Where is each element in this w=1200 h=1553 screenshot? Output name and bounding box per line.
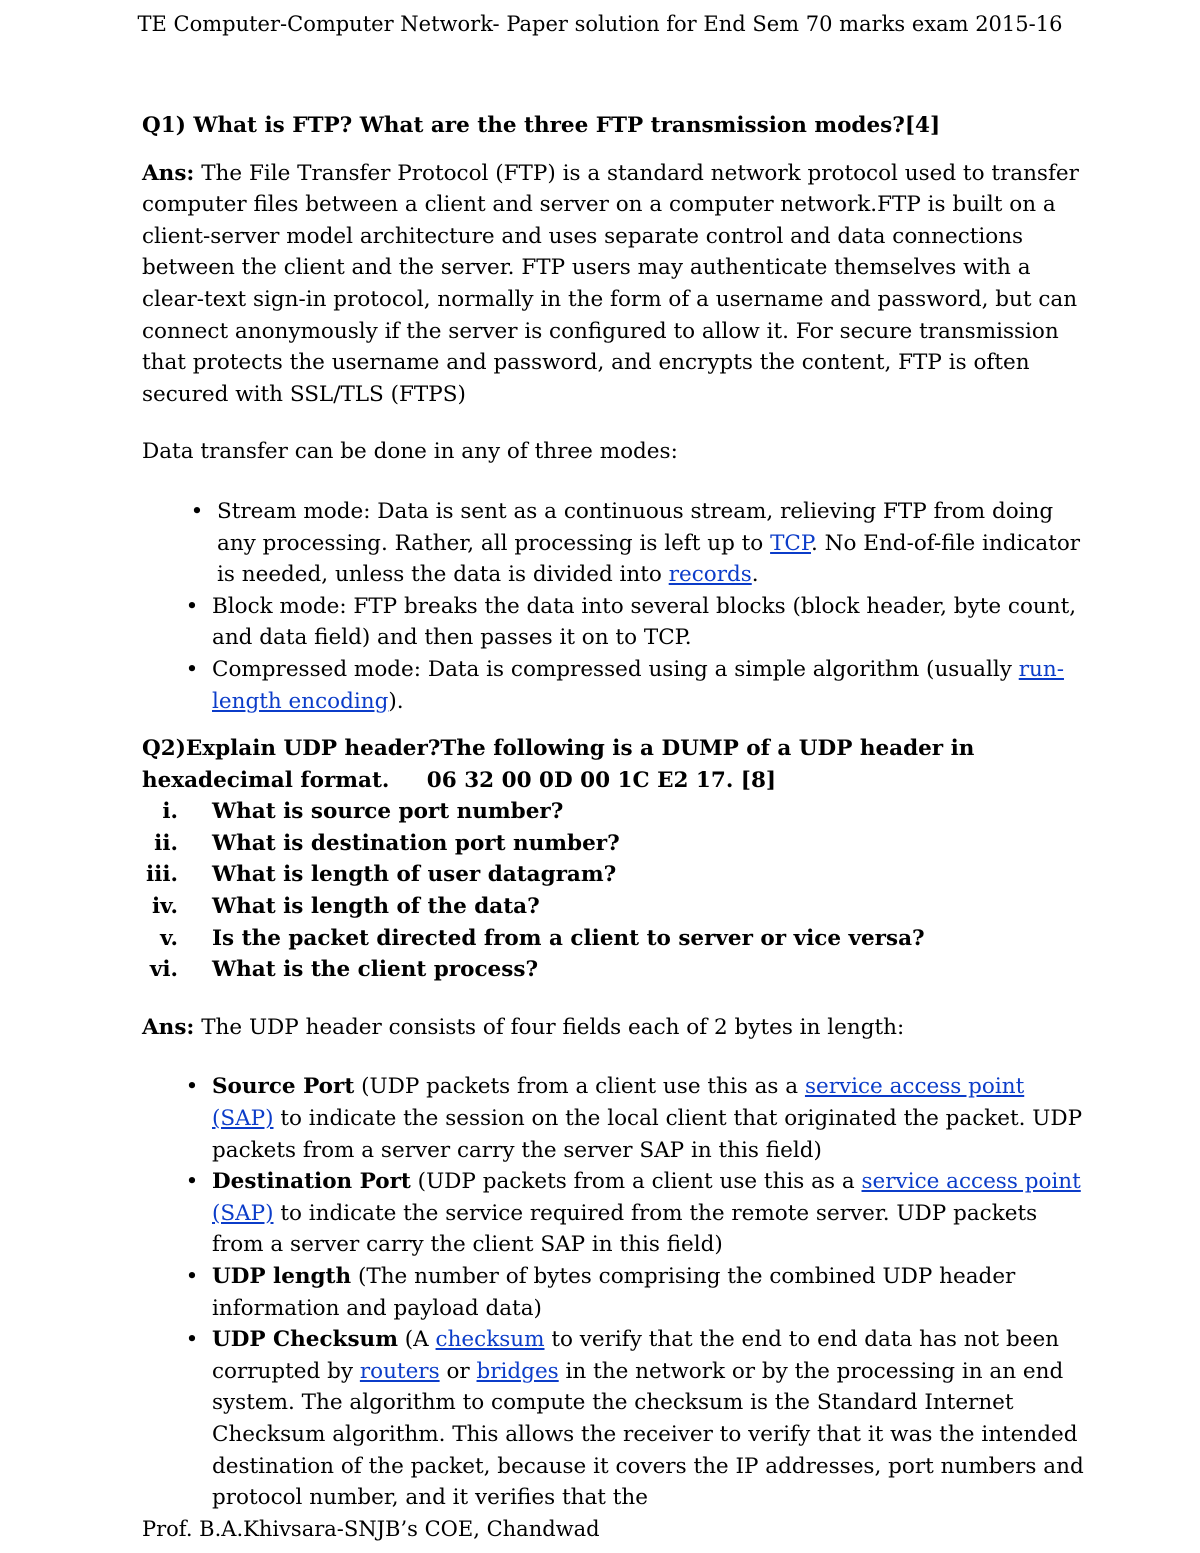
list-item-udp-checksum: • UDP Checksum (A checksum to verify that the end to end data has not been corrupted by routers or bridges in the network or by the processing in an end system. The algorithm to compute the checksum is the Standard Internet Checksum algorithm. This allows the receiver to verify that it was the intended destination of the packet, because it covers the IP addresses, port numbers and protocol number, and it verifies that the — [212, 1324, 1092, 1514]
bullet-icon: • — [185, 593, 199, 619]
bullet-icon: • — [185, 1074, 199, 1100]
page-content — [142, 110, 1092, 1514]
q2-heading: Q2)Explain UDP header?The following is a DUMP of a UDP header in hexadecimal format. 06 32 00 0D 00 1C E2 17. [8] — [142, 736, 982, 793]
bullet-icon: • — [190, 498, 204, 524]
link-sap[interactable]: service access point (SAP) — [212, 1074, 1025, 1132]
q2-ans-text: The UDP header consists of four fields each of 2 bytes in length: — [194, 1014, 905, 1040]
list-item-source-port: • Source Port (UDP packets from a client use this as a service access point (SAP) to indicate the session on the local client that originated the packet. UDP packets from a server carry the server SAP in this field) — [212, 1071, 1092, 1166]
link-bridges[interactable]: bridges — [476, 1358, 559, 1384]
q2-ans-label: Ans: — [142, 1014, 195, 1040]
list-item-destination-port: • Destination Port (UDP packets from a client use this as a service access point (SAP) to indicate the service required from the remote server. UDP packets from a server carry the client SAP in this field) — [212, 1166, 1092, 1261]
bullet-icon: • — [185, 1264, 199, 1289]
q1-ans-text: The File Transfer Protocol (FTP) is a standard network protocol used to transfer computer files between a client and server on a computer network.FTP is built on a client-server model architecture and uses separate control and data connections between the client and the server. FTP users may authenticate themselves with a clear-text sign-in protocol, normally in the form of a username and password, but can connect anonymously if the server is configured to allow it. For secure transmission that protects the username and password, and encrypts the content, FTP is often secured with SSL/TLS (FTPS) — [142, 160, 1079, 407]
bullet-icon: • — [185, 656, 199, 682]
q1-modes-intro: Data transfer can be done in any of three modes: — [142, 439, 678, 465]
bullet-icon: • — [185, 1169, 199, 1195]
ftp-modes-list — [185, 496, 1092, 717]
link-tcp[interactable]: TCP — [770, 530, 811, 556]
subquestion-item: vi. What is the client process? — [149, 957, 539, 983]
list-item-stream-mode: • Stream mode: Data is sent as a continuous stream, relieving FTP from doing any processing. Rather, all processing is left up to TCP. No End-of-file indicator is needed, unless the data is divided into records. — [217, 496, 1092, 591]
q2-subquestions — [142, 796, 1092, 986]
q1-ans-label: Ans: — [142, 160, 195, 186]
bullet-icon: • — [185, 1327, 199, 1353]
list-item-block-mode: • Block mode: FTP breaks the data into several blocks (block header, byte count, and data field) and then passes it on to TCP. — [212, 591, 1092, 654]
subquestion-item: ii. What is destination port number? — [154, 830, 620, 856]
subquestion-item: i. What is source port number? — [162, 799, 564, 825]
q1-heading: Q1) What is FTP? What are the three FTP transmission modes?[4] — [142, 113, 941, 138]
page-header: TE Computer-Computer Network- Paper solution for End Sem 70 marks exam 2015-16 — [137, 12, 1063, 36]
link-routers[interactable]: routers — [359, 1358, 440, 1384]
subquestion-item: v. Is the packet directed from a client to server or vice versa? — [160, 925, 925, 951]
page-footer: Prof. B.A.Khivsara-SNJB’s COE, Chandwad — [142, 1517, 600, 1541]
list-item-udp-length: • UDP length (The number of bytes comprising the combined UDP header information and payload data) — [212, 1261, 1092, 1324]
list-item-compressed-mode: • Compressed mode: Data is compressed using a simple algorithm (usually run-length encoding). — [212, 654, 1092, 717]
link-checksum[interactable]: checksum — [435, 1327, 545, 1353]
subquestion-item: iii. What is length of user datagram? — [146, 862, 617, 888]
link-sap[interactable]: service access point (SAP) — [212, 1169, 1081, 1226]
udp-fields-list — [185, 1071, 1092, 1513]
q2-answer — [142, 1012, 1092, 1044]
q1-answer — [142, 158, 1092, 411]
link-run-length-encoding[interactable]: run-length encoding — [212, 656, 1064, 714]
subquestion-item: iv. What is length of the data? — [152, 894, 540, 920]
link-records[interactable]: records — [668, 562, 752, 588]
